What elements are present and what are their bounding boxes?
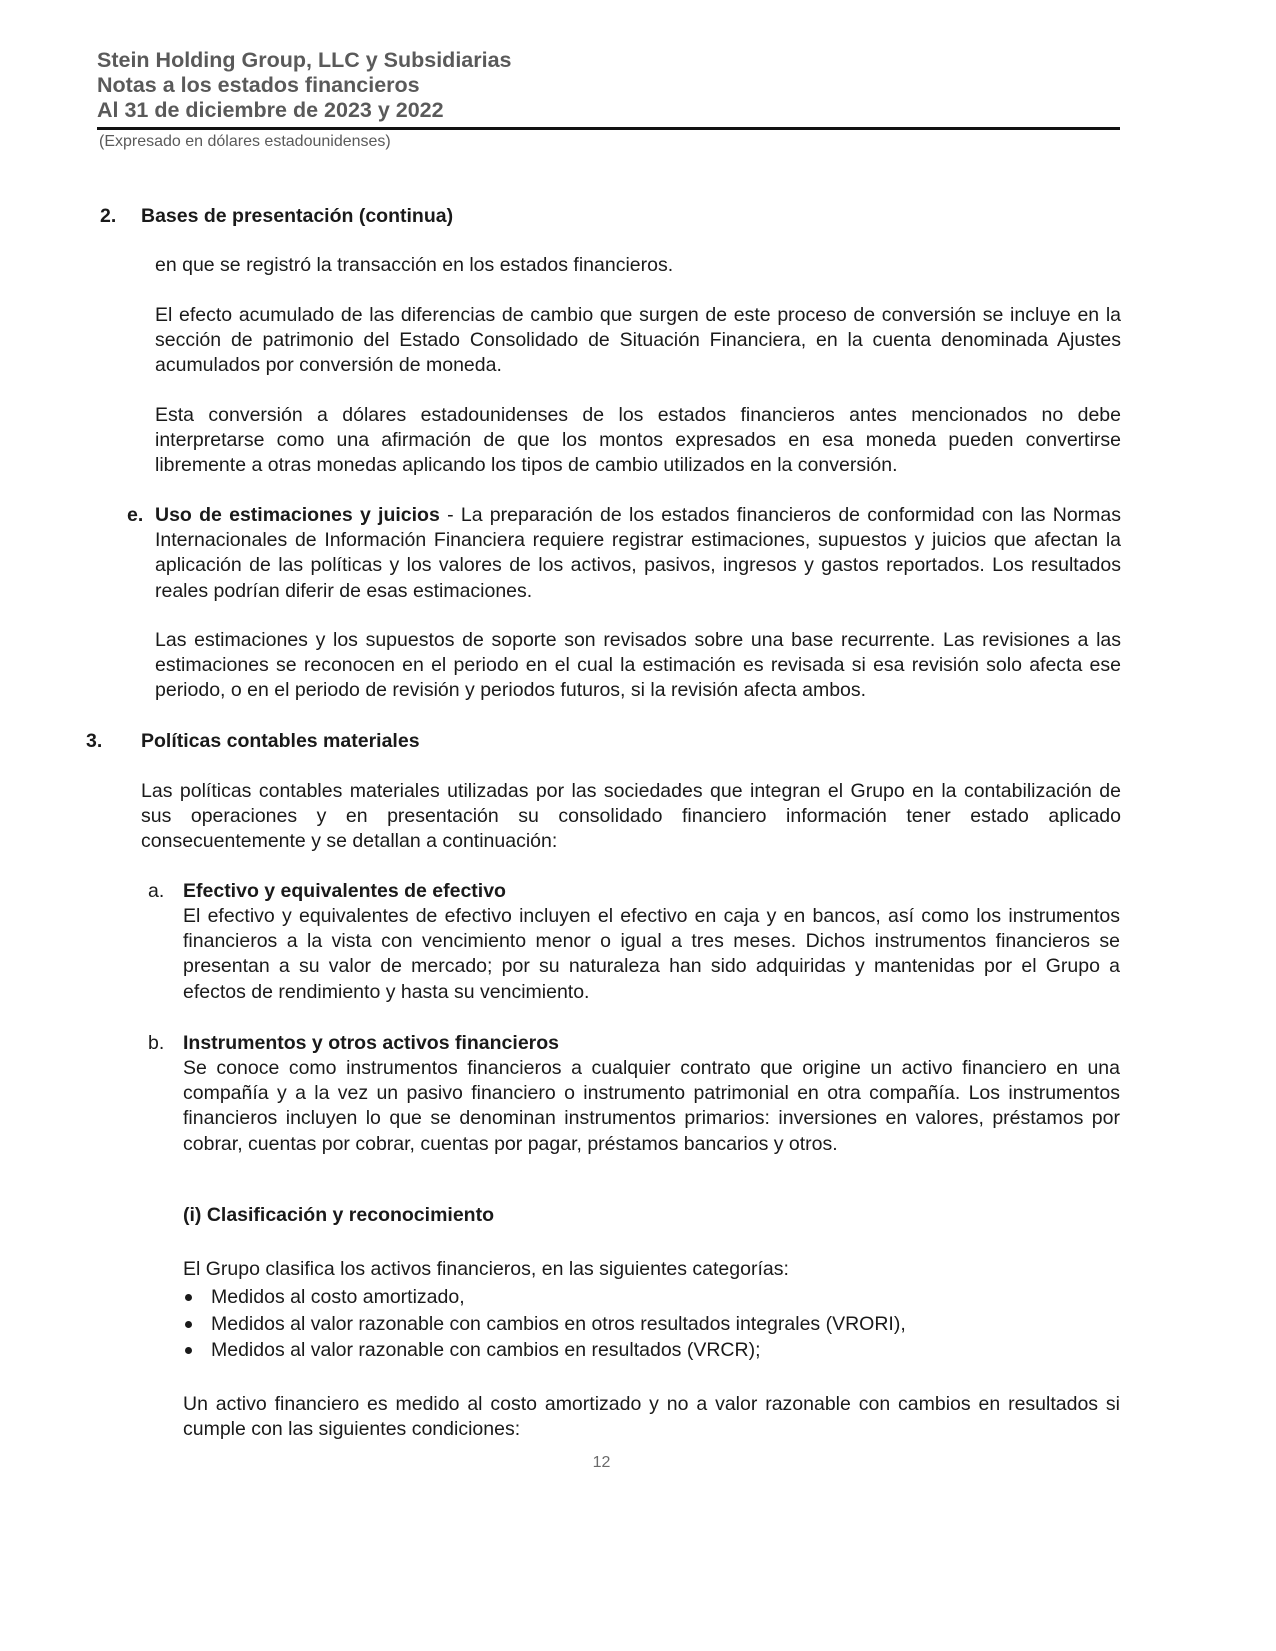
item-a-label: a. (148, 880, 165, 902)
subsection-i-intro: El Grupo clasifica los activos financieros, en las siguientes categorías: (183, 1258, 789, 1280)
page-number: 12 (592, 1454, 611, 1471)
section-2-paragraph-2: El efecto acumulado de las diferencias de cambio que surgen de este proceso de conversión se incluye en la sección de patrimonio del Estado Consolidado de Situación Financiera, en la cuenta denominada Ajustes acumulados por conversión de moneda. (155, 304, 1121, 377)
document-title: Notas a los estados financieros (97, 73, 420, 97)
bullet-icon (185, 1321, 192, 1328)
item-e-text: La preparación de los estados financieros de conformidad con las Normas Internacionales de Información Financiera requiere registrar estimaciones, supuestos y juicios que afectan la aplicación de las políticas y los valores de los activos, pasivos, ingresos y gastos reportados. Los resultados reales podrían diferir de esas estimaciones. (155, 504, 1121, 602)
classification-list (183, 1284, 1120, 1364)
section-3-number: 3. (86, 730, 103, 752)
list-item: Medidos al valor razonable con cambios en resultados (VRCR); (183, 1337, 1120, 1364)
item-e-paragraph: Uso de estimaciones y juicios - La preparación de los estados financieros de conformidad con las Normas Internacionales de Información Financiera requiere registrar estimaciones, supuestos y juicios que afectan la aplicación de las políticas y los valores de los activos, pasivos, ingresos y gastos reportados. Los resultados reales podrían diferir de esas estimaciones. (155, 504, 1121, 602)
document-header (97, 48, 1120, 152)
item-b-label: b. (148, 1032, 165, 1054)
item-b-heading: Instrumentos y otros activos financieros (183, 1032, 560, 1054)
item-a-paragraph: El efectivo y equivalentes de efectivo incluyen el efectivo en caja y en bancos, así como los instrumentos financieros a la vista con vencimiento menor o igual a tres meses. Dichos instrumentos financieros se presentan a su valor de mercado; por su naturaleza han sido adquiridas y mantenidas por el Grupo a efectos de rendimiento y hasta su vencimiento. (183, 905, 1120, 1003)
report-date: Al 31 de diciembre de 2023 y 2022 (97, 98, 444, 122)
item-b-paragraph: Se conoce como instrumentos financieros a cualquier contrato que origine un activo financiero en una compañía y a la vez un pasivo financiero o instrumento patrimonial en otra compañía. Los instrumentos financieros incluyen lo que se denominan instrumentos primarios: inversiones en valores, préstamos por cobrar, cuentas por cobrar, cuentas por pagar, préstamos bancarios y otros. (183, 1057, 1120, 1155)
list-item: Medidos al costo amortizado, (183, 1284, 1120, 1311)
subsection-i-heading: (i) Clasificación y reconocimiento (183, 1204, 494, 1226)
item-a-heading: Efectivo y equivalentes de efectivo (183, 880, 506, 902)
section-2-heading: Bases de presentación (continua) (141, 205, 454, 227)
section-3-heading: Políticas contables materiales (141, 730, 420, 752)
bullet-icon (185, 1294, 192, 1301)
section-2-paragraph-1: en que se registró la transacción en los estados financieros. (155, 254, 674, 276)
list-item: Medidos al valor razonable con cambios en otros resultados integrales (VRORI), (183, 1311, 1120, 1338)
company-name: Stein Holding Group, LLC y Subsidiarias (97, 48, 512, 72)
item-e-label: e. (127, 504, 144, 526)
item-e-paragraph-2: Las estimaciones y los supuestos de soporte son revisados sobre una base recurrente. Las revisiones a las estimaciones se reconocen en el periodo en el cual la estimación es revisada si esa revisión solo afecta ese periodo, o en el periodo de revisión y periodos futuros, si la revisión afecta ambos. (155, 629, 1121, 702)
currency-note: (Expresado en dólares estadounidenses) (99, 133, 391, 150)
section-2-paragraph-3: Esta conversión a dólares estadounidenses de los estados financieros antes mencionados no debe interpretarse como una afirmación de que los montos expresados en esa moneda pueden convertirse libremente a otras monedas aplicando los tipos de cambio utilizados en la conversión. (155, 404, 1121, 477)
subsection-i-closing: Un activo financiero es medido al costo amortizado y no a valor razonable con cambios en resultados si cumple con las siguientes condiciones: (183, 1393, 1120, 1441)
section-2-number: 2. (100, 205, 117, 227)
section-3-intro: Las políticas contables materiales utilizadas por las sociedades que integran el Grupo en la contabilización de sus operaciones y en presentación su consolidado financiero información tener estado aplicado consecuentemente y se detallan a continuación: (141, 780, 1121, 853)
header-divider (97, 127, 1120, 130)
bullet-icon (185, 1347, 192, 1354)
item-e-title: Uso de estimaciones y juicios (155, 504, 440, 526)
